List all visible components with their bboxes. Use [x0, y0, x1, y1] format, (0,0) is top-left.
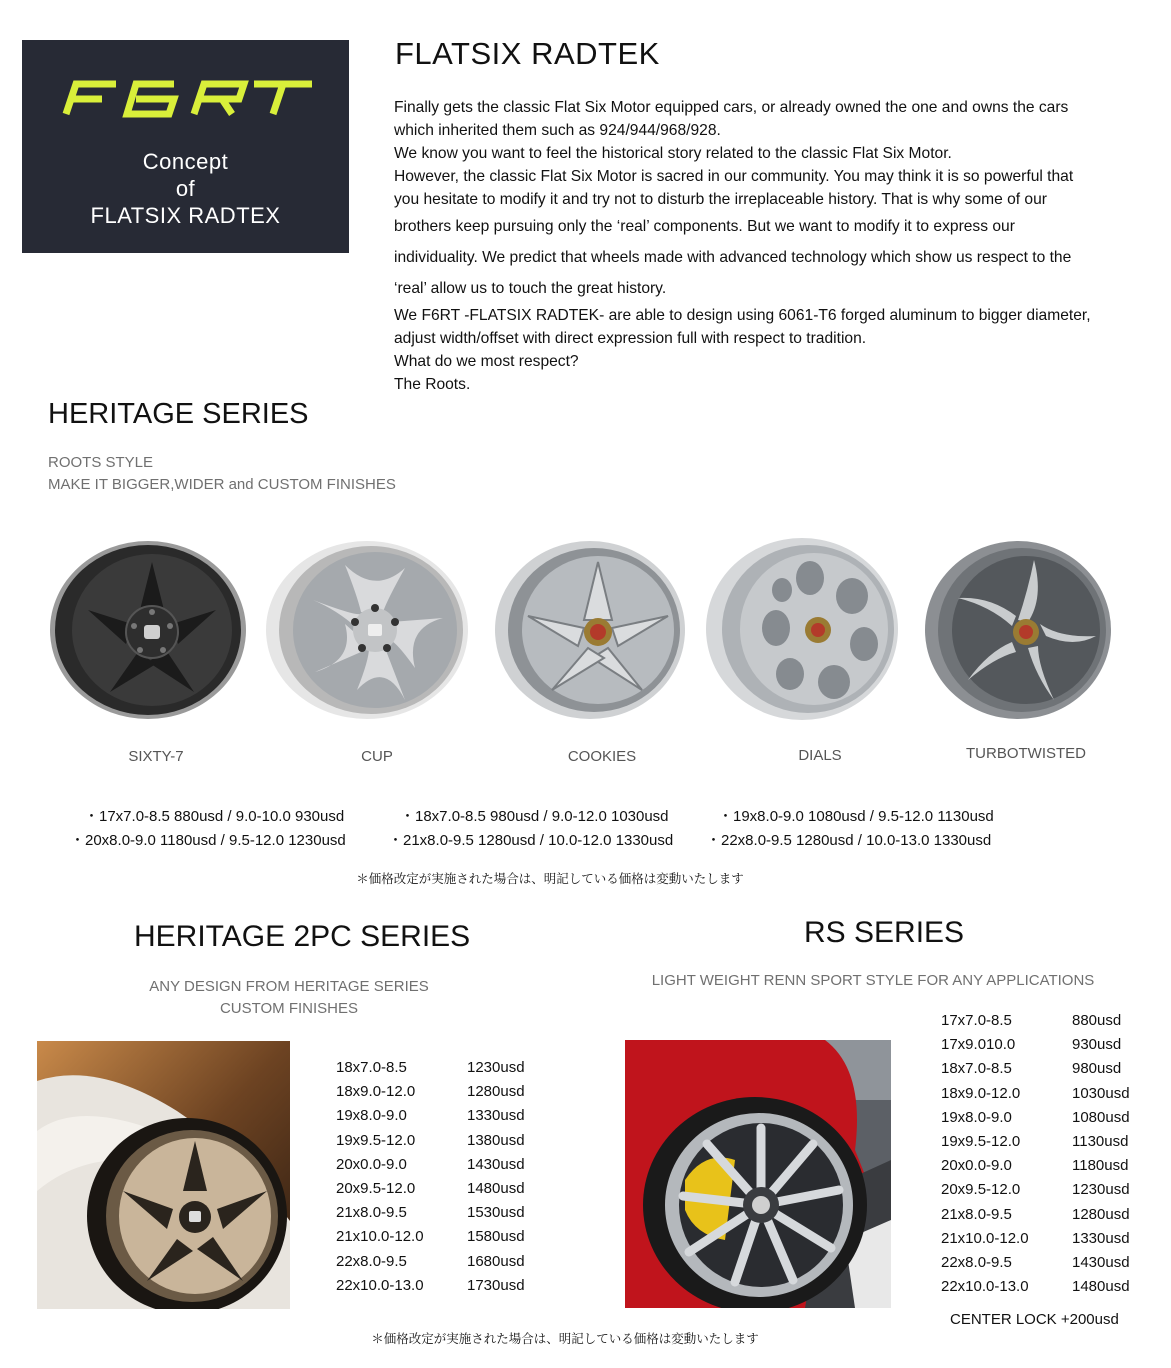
intro-line: We know you want to feel the historical story related to the classic Flat Six Motor.	[394, 145, 952, 162]
wheel-label-dials: DIALS	[798, 747, 842, 764]
heritage-subtitle-line: MAKE IT BIGGER,WIDER and CUSTOM FINISHES	[48, 476, 396, 493]
price-cell: 1230usd	[467, 1059, 525, 1076]
size-cell: 22x10.0-13.0	[941, 1278, 1029, 1296]
concept-line: Concept	[142, 149, 229, 174]
price-cell: 1180usd	[1072, 1157, 1129, 1175]
price-cell: 1480usd	[1072, 1278, 1130, 1296]
price-cell: 1480usd	[467, 1179, 525, 1197]
price-cell: 1380usd	[467, 1131, 525, 1149]
intro-line: you hesitate to modify it and try not to disturb the irreplaceable history. That is why some of our	[394, 191, 1047, 208]
heritage-2pc-subtitle-line: ANY DESIGN FROM HERITAGE SERIES	[149, 978, 429, 995]
price-cell: 1280usd	[1072, 1205, 1130, 1223]
intro-line: adjust width/offset with direct expression full with respect to tradition.	[394, 330, 867, 347]
size-cell: 18x9.0-12.0	[336, 1083, 416, 1101]
intro-line: individuality. We predict that wheels made with advanced technology which show us respect to the	[394, 249, 1072, 266]
size-cell: 20x9.5-12.0	[941, 1181, 1021, 1199]
cup-style-silver-wheel-icon	[265, 540, 470, 720]
price-cell: 1330usd	[467, 1107, 525, 1125]
concept-line: FLATSIX RADTEX	[90, 203, 281, 228]
heritage-price: ・19x8.0-9.0 1080usd / 9.5-12.0 1130usd	[718, 808, 994, 825]
size-cell: 21x8.0-9.5	[336, 1204, 407, 1222]
white-car-2pc-wheel-photo	[37, 1041, 290, 1309]
fuchs-style-black-wheel-icon	[48, 540, 248, 720]
intro-line: The Roots.	[394, 376, 471, 393]
price-change-note: ＊価格改定が実施された場合は、明記している価格は変動いたします	[356, 872, 744, 886]
size-cell: 22x8.0-9.5	[941, 1253, 1012, 1271]
price-cell: 980usd	[1072, 1060, 1122, 1078]
price-cell: 930usd	[1072, 1036, 1122, 1054]
turbo-twist-wheel-icon	[924, 540, 1114, 720]
price-cell: 1330usd	[1072, 1229, 1130, 1247]
price-change-note: ＊価格改定が実施された場合は、明記している価格は変動いたします	[371, 1332, 759, 1346]
price-cell: 1080usd	[1072, 1108, 1130, 1126]
price-cell: 880usd	[1072, 1012, 1122, 1029]
size-cell: 21x10.0-12.0	[336, 1228, 424, 1246]
size-cell: 22x8.0-9.5	[336, 1252, 407, 1270]
intro-line: brothers keep pursuing only the ‘real’ components. But we want to modify it to express our	[394, 218, 1015, 235]
price-cell: 1430usd	[1072, 1253, 1130, 1271]
size-cell: 20x9.5-12.0	[336, 1179, 416, 1197]
size-cell: 21x8.0-9.5	[941, 1205, 1012, 1223]
rs-subtitle: LIGHT WEIGHT RENN SPORT STYLE FOR ANY APPLICATIONS	[651, 972, 1095, 989]
price-cell: 1730usd	[467, 1276, 525, 1294]
intro-line: What do we most respect?	[394, 353, 579, 370]
intro-line: which inherited them such as 924/944/968/928.	[394, 122, 721, 139]
price-cell: 1530usd	[467, 1204, 525, 1222]
price-cell: 1680usd	[467, 1252, 525, 1270]
intro-body	[394, 96, 1154, 396]
center-lock-price: CENTER LOCK +200usd	[950, 1311, 1119, 1328]
heritage-2pc-title: HERITAGE 2PC SERIES	[134, 920, 471, 953]
intro-line: ‘real’ allow us to touch the great history.	[394, 280, 667, 297]
size-cell: 18x9.0-12.0	[941, 1084, 1021, 1102]
price-cell: 1130usd	[1072, 1132, 1129, 1150]
size-cell: 17x9.010.0	[941, 1036, 1016, 1054]
intro-title: FLATSIX RADTEK	[395, 36, 660, 71]
size-cell: 20x0.0-9.0	[941, 1157, 1012, 1175]
heritage-price: ・22x8.0-9.5 1280usd / 10.0-13.0 1330usd	[706, 832, 992, 849]
size-cell: 20x0.0-9.0	[336, 1155, 407, 1173]
heritage-price: ・20x8.0-9.0 1180usd / 9.5-12.0 1230usd	[70, 832, 346, 849]
heritage-2pc-subtitle-line: CUSTOM FINISHES	[219, 1000, 359, 1017]
size-cell: 18x7.0-8.5	[336, 1059, 407, 1076]
heritage-price: ・21x8.0-9.5 1280usd / 10.0-12.0 1330usd	[388, 832, 674, 849]
logo-panel	[22, 40, 349, 253]
heritage-price: ・18x7.0-8.5 980usd / 9.0-12.0 1030usd	[400, 808, 669, 825]
size-cell: 22x10.0-13.0	[336, 1276, 424, 1294]
rs-title: RS SERIES	[804, 916, 965, 949]
intro-line: However, the classic Flat Six Motor is sacred in our community. You may think it is so powerful that	[394, 168, 1074, 185]
concept-line: of	[175, 176, 196, 201]
size-cell: 18x7.0-8.5	[941, 1060, 1012, 1078]
wheel-label-sixty-7: SIXTY-7	[128, 748, 184, 765]
phone-dial-wheel-icon	[704, 536, 899, 722]
f6rt-logo	[54, 80, 319, 118]
price-cell: 1280usd	[467, 1083, 525, 1101]
heritage-subtitle	[48, 452, 396, 496]
price-cell: 1030usd	[1072, 1084, 1130, 1102]
size-cell: 19x9.5-12.0	[941, 1132, 1021, 1150]
price-cell: 1430usd	[467, 1155, 525, 1173]
intro-line: Finally gets the classic Flat Six Motor equipped cars, or already owned the one and owns the cars	[394, 99, 1069, 116]
heritage-subtitle-line: ROOTS STYLE	[48, 454, 154, 471]
size-cell: 21x10.0-12.0	[941, 1229, 1029, 1247]
wheel-label-cookies: COOKIES	[567, 748, 637, 765]
price-cell: 1580usd	[467, 1228, 525, 1246]
intro-line: We F6RT -FLATSIX RADTEK- are able to design using 6061-T6 forged aluminum to bigger diameter,	[394, 307, 1091, 324]
size-cell: 19x8.0-9.0	[941, 1108, 1012, 1126]
size-cell: 17x7.0-8.5	[941, 1012, 1012, 1029]
size-cell: 19x9.5-12.0	[336, 1131, 416, 1149]
size-cell: 19x8.0-9.0	[336, 1107, 407, 1125]
heritage-2pc-subtitle	[149, 976, 429, 1020]
cookie-cutter-wheel-icon	[494, 540, 686, 720]
heritage-price: ・17x7.0-8.5 880usd / 9.0-10.0 930usd	[84, 808, 345, 825]
red-car-rs-wheel-photo	[625, 1040, 891, 1308]
wheel-label-cup: CUP	[361, 748, 393, 765]
heritage-title: HERITAGE SERIES	[48, 398, 309, 430]
price-cell: 1230usd	[1072, 1181, 1130, 1199]
concept-text	[22, 148, 349, 229]
wheel-label-turbotwisted: TURBOTWISTED	[966, 745, 1086, 762]
